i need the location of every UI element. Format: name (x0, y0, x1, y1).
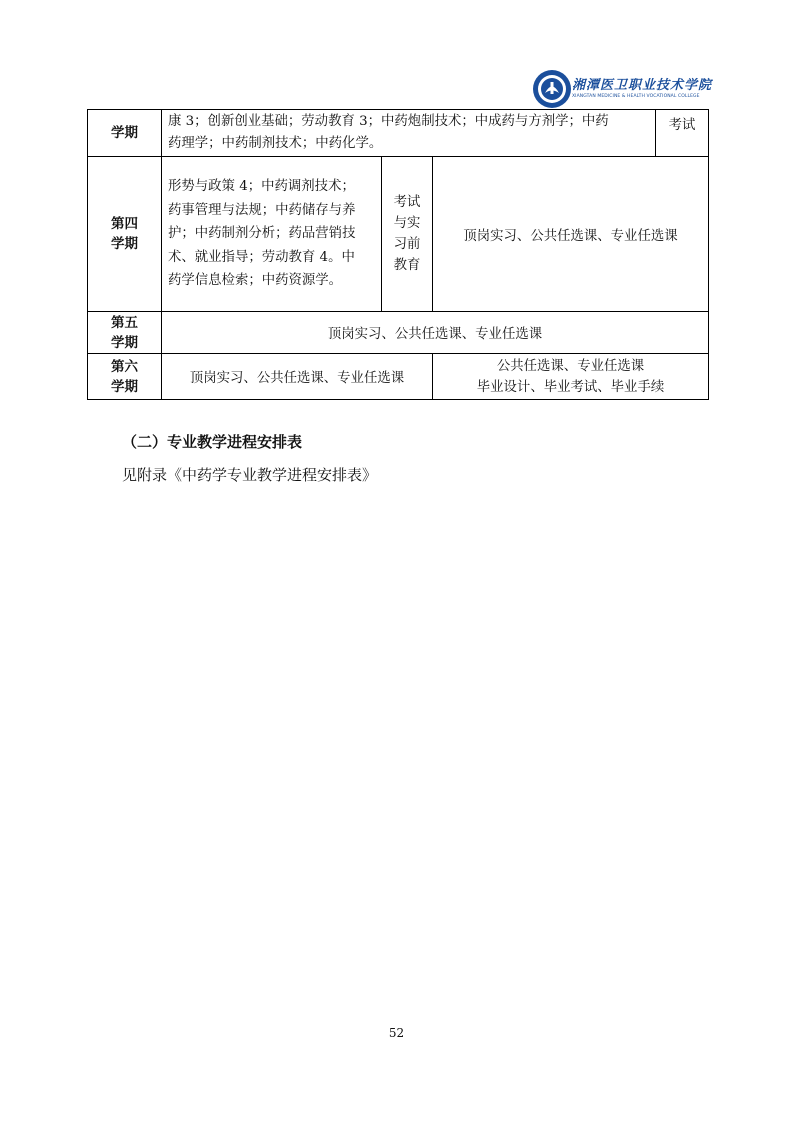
college-name (572, 74, 713, 99)
term-label (88, 157, 162, 312)
post-assessment-cell (433, 157, 709, 312)
assessment-text: 习前 (393, 237, 421, 252)
assessment-text: 考试 (393, 195, 421, 210)
term-content-text: 毕业设计、毕业考试、毕业手续 (476, 379, 665, 395)
term-content-right (433, 354, 709, 400)
term-label (88, 354, 162, 400)
term-label-text: 第四 (111, 216, 138, 232)
term-label-text: 第五 (111, 314, 138, 331)
term-label (88, 312, 162, 354)
college-name-cn: 湘潭医卫职业技术学院 (572, 78, 713, 93)
assessment-cell (656, 110, 709, 157)
section-body: 见附录《中药学专业教学进程安排表》 (122, 466, 378, 484)
course-line: 形势与政策 4；中药调剂技术； (168, 179, 355, 195)
term-content-left (162, 354, 433, 400)
course-line: 康 3；创新创业基础；劳动教育 3；中药炮制技术；中成药与方剂学；中药 (168, 114, 609, 129)
term-label (88, 110, 162, 157)
college-name-en: XIANGTAN MEDICINE & HEALTH VOCATIONAL COLLEGE (572, 94, 700, 99)
page-number: 52 (388, 1026, 405, 1040)
term-content-text: 顶岗实习、公共任选课、专业任选课 (327, 327, 543, 342)
table-row-term5 (88, 312, 709, 354)
table-row-term3 (88, 110, 709, 157)
term-label-text: 学期 (111, 236, 138, 252)
term-courses (162, 110, 656, 157)
assessment-cell (382, 157, 433, 312)
table-row-term6 (88, 354, 709, 400)
assessment-text: 考试 (668, 118, 696, 133)
course-line: 药理学；中药制剂技术；中药化学。 (168, 136, 383, 151)
term-label-text: 学期 (111, 125, 138, 141)
term-content-text: 公共任选课、专业任选课 (496, 358, 645, 374)
table-row-term4 (88, 157, 709, 312)
course-line: 术、就业指导；劳动教育 4。中 (168, 249, 355, 265)
term-content-text: 顶岗实习、公共任选课、专业任选课 (189, 371, 405, 386)
post-assessment-text: 顶岗实习、公共任选课、专业任选课 (463, 228, 678, 244)
term-label-text: 第六 (111, 358, 138, 375)
course-schedule-table (87, 109, 709, 400)
assessment-text: 教育 (393, 258, 421, 273)
course-line: 护；中药制剂分析；药品营销技 (168, 226, 356, 242)
term-label-text: 学期 (111, 378, 138, 395)
term-courses (162, 157, 382, 312)
assessment-text: 与实 (393, 216, 421, 231)
course-line: 药学信息检索；中药资源学。 (168, 273, 343, 289)
course-line: 药事管理与法规；中药储存与养 (168, 202, 356, 218)
term-label-text: 学期 (111, 334, 138, 351)
term-content (162, 312, 709, 354)
section-heading: （二）专业教学进程安排表 (122, 433, 303, 451)
